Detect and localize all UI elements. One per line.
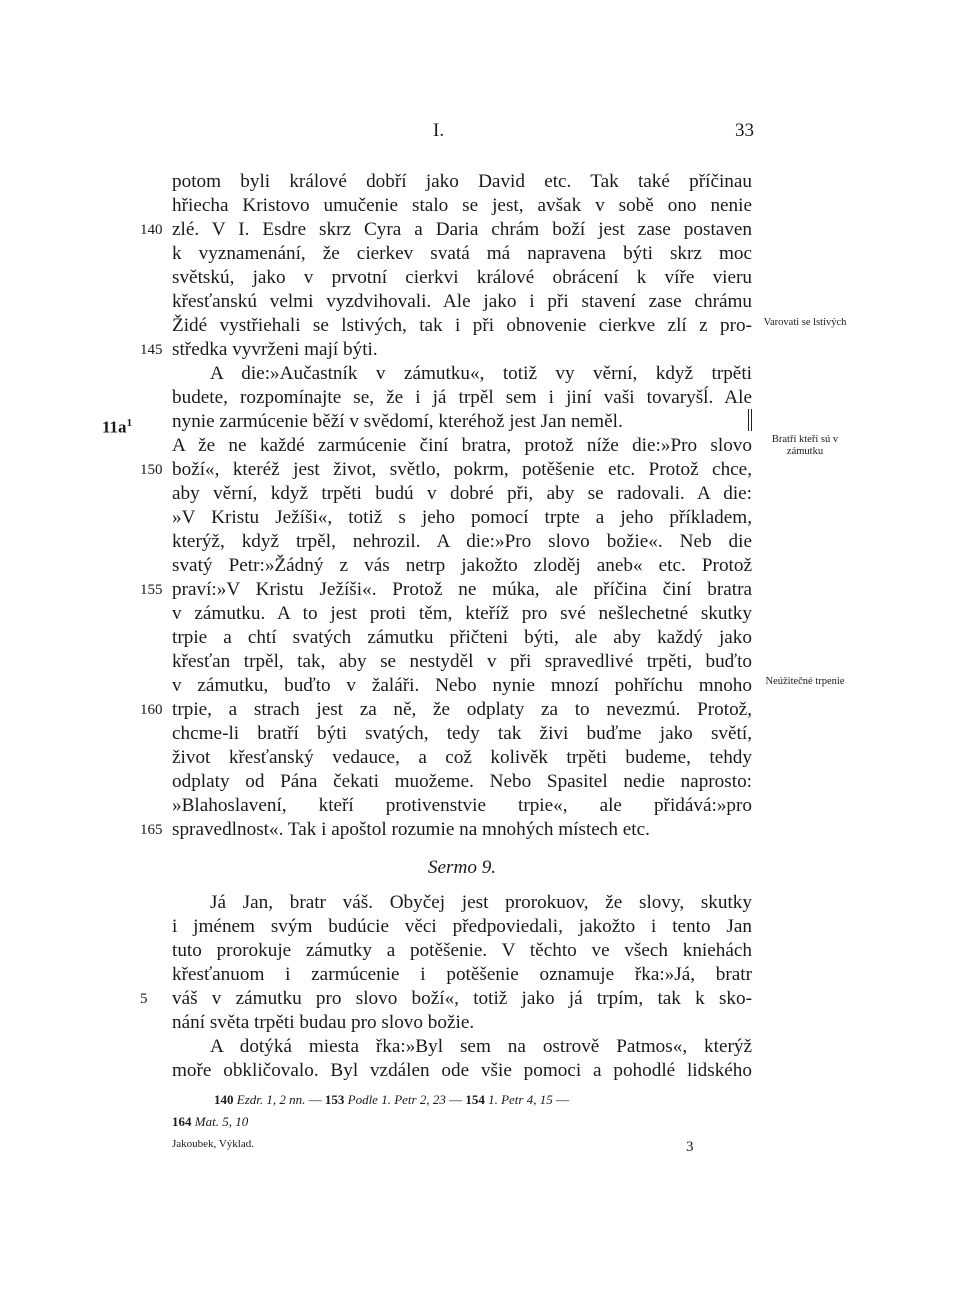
margin-note-neuzitecne: Neúžitečné trpenie <box>765 676 845 687</box>
line-number: 160 <box>140 702 163 718</box>
text-line: hřiecha Kristovo umučenie stalo se jest, avšak v sobě ono nenie <box>172 195 752 216</box>
text-line: A dotýká miesta řka:»Byl sem na ostrově Patmos«, kterýž <box>210 1036 752 1057</box>
text-line: v zámutku. A to jest proti těm, kteříž pro své nešlechetné skutky <box>172 603 752 624</box>
text-line: Židé vystřiehali se lstivých, tak i při obnovenie cierkve zlí z pro- <box>172 315 752 336</box>
text-line: váš v zámutku pro slovo boží«, totiž jako já trpím, tak k sko- <box>172 988 752 1009</box>
text-line: spravedlnost«. Tak i apoštol rozumie na mnohých místech etc. <box>172 819 650 840</box>
line-number: 145 <box>140 342 163 358</box>
text-line: v zámutku, buďto v žaláři. Nebo nynie mnozí pohříchu mnoho <box>172 675 752 696</box>
text-line: praví:»V Kristu Ježíši«. Protož ne múka, ale příčina činí bratra <box>172 579 752 600</box>
page-number: 33 <box>735 120 754 141</box>
text-line: život křesťanský vedauce, a což kolivěk trpěti budeme, tehdy <box>172 747 752 768</box>
text-line: trpie a chtí svatých zámutku přičteni býti, ale aby každý jako <box>172 627 752 648</box>
line-number: 155 <box>140 582 163 598</box>
text-line: chcme-li bratří býti svatých, tedy tak živi buďme jako světí, <box>172 723 752 744</box>
footer-credit: Jakoubek, Výklad. <box>172 1138 254 1150</box>
text-line: trpie, a strach jest za ně, že odplaty za to nevezmú. Protož, <box>172 699 752 720</box>
line-number: 140 <box>140 222 163 238</box>
text-line: nání světa trpěti budau pro slovo božie. <box>172 1012 475 1033</box>
text-line: tuto prorokuje zámutky a potěšenie. V těchto ve všech kniehách <box>172 940 752 961</box>
text-line: kterýž, když trpěl, nehrozil. A die:»Pro slovo božie«. Neb die <box>172 531 752 552</box>
text-line: křesťanskú velmi vyzdvihovali. Ale jako i při stavení zase chrámu <box>172 291 752 312</box>
text-line: světskú, jako v prvotní cierkvi králové obrácení k víře vieru <box>172 267 752 288</box>
margin-note-bratri: Bratří kteří sú v zámutku <box>771 434 839 457</box>
line-number: 165 <box>140 822 163 838</box>
text-line: A die:»Aučastník v zámutku«, totiž vy věrní, když trpěti <box>210 363 752 384</box>
text-line: »V Kristu Ježíši«, totiž s jeho pomocí trpte a jeho příkladem, <box>172 507 752 528</box>
line-number: 150 <box>140 462 163 478</box>
text-line: aby věrní, když trpěti budú v dobré při, aby se radovali. A die: <box>172 483 752 504</box>
text-line: A že ne každé zarmúcenie činí bratra, protož níže die:»Pro slovo <box>172 435 752 456</box>
text-line: nynie zarmúcenie běží v svědomí, kteréhož jest Jan neměl. <box>172 411 623 432</box>
text-line: Já Jan, bratr váš. Obyčej jest prorokuov, že slovy, skutky <box>210 892 752 913</box>
text-line: svatý Petr:»Žádný z vás netrp jakožto zloděj aneb« etc. Protož <box>172 555 752 576</box>
text-line: boží«, kteréž jest život, světlo, pokrm, potěšenie etc. Protož chce, <box>172 459 752 480</box>
text-line: »Blahoslavení, kteří protivenstvie trpie«, ale přidává:»pro <box>172 795 752 816</box>
text-line: moře obkličovalo. Byl vzdálen ode všie pomoci a pohodlé lidského <box>172 1060 752 1081</box>
text-line: budete, rozpomínajte se, že i já trpěl sem i jiní vaši tovaryšĺ. Ale <box>172 387 752 408</box>
text-line: zlé. V I. Esdre skrz Cyra a Daria chrám boží jest zase postaven <box>172 219 752 240</box>
text-line: křesťan trpěl, tak, aby se nestyděl v při spravedlivé trpěti, buďto <box>172 651 752 672</box>
text-line: i jménem svým budúcie věci předpoviedali, jakožto i tento Jan <box>172 916 752 937</box>
footnote-line-2: 164 Mat. 5, 10 <box>172 1114 249 1129</box>
chapter-header: I. <box>433 120 445 141</box>
text-line: středka vyvrženi mají býti. <box>172 339 378 360</box>
margin-note-lstivych: Varovati se lstivých <box>763 317 847 328</box>
folio-mark: $11a^1$ <box>102 417 133 437</box>
text-line: křesťanuom i zarmúcenie i potěšenie oznamuje řka:»Já, bratr <box>172 964 752 985</box>
sermon-heading: Sermo 9. <box>427 857 497 878</box>
text-line: potom byli králové dobří jako David etc. Tak také příčinau <box>172 171 752 192</box>
line-number: 5 <box>140 991 148 1007</box>
text-line: k vyznamenání, že cierkev svatá má napravena býti skrz moc <box>172 243 752 264</box>
folio-break-marker <box>748 409 752 431</box>
footnote-line-1: 140 Ezdr. 1, 2 nn. — 153 Podle 1. Petr 2, 23 — 154 1. Petr 4, 15 — <box>214 1092 569 1107</box>
signature-mark: 3 <box>686 1139 694 1155</box>
text-line: odplaty od Pána čekati muožeme. Nebo Spasitel nedie naprosto: <box>172 771 752 792</box>
